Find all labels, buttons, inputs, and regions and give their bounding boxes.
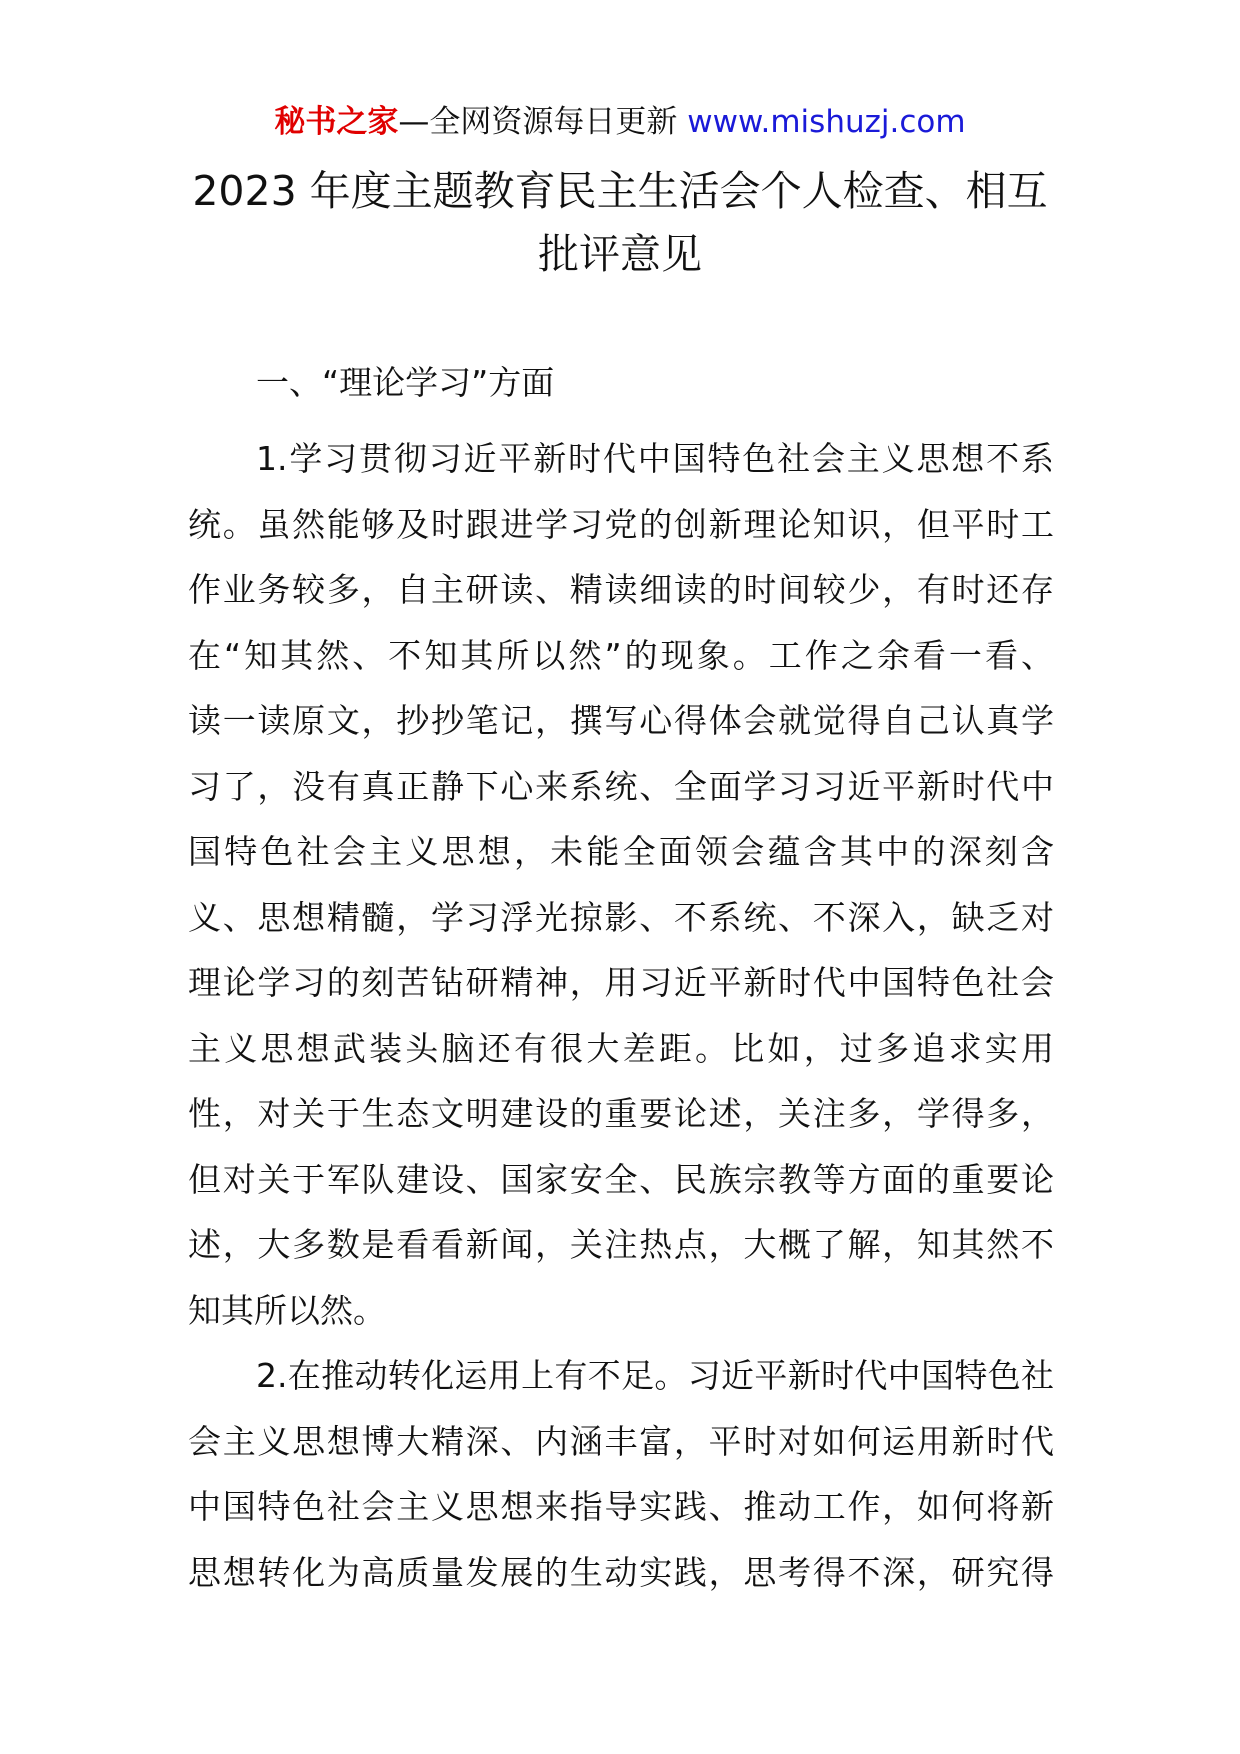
title-line-2: 批评意见 [538, 230, 702, 278]
section-heading: 一、“理论学习”方面 [256, 363, 555, 402]
header-tagline: —全网资源每日更新 [398, 104, 688, 140]
paragraph-line: 1.学习贯彻习近平新时代中国特色社会主义思想不系 [256, 439, 1054, 478]
paragraph-line: 义、思想精髓，学习浮光掠影、不系统、不深入，缺乏对 [188, 897, 1054, 937]
paragraph-line: 作业务较多，自主研读、精读细读的时间较少，有时还存 [188, 570, 1054, 609]
paragraph-1 [188, 426, 1054, 1343]
source-header [0, 100, 1240, 144]
paragraph-line: 2.在推动转化运用上有不足。习近平新时代中国特色社 [256, 1356, 1054, 1395]
paragraph-2 [188, 1343, 1054, 1605]
document-body [188, 360, 1054, 1605]
paragraph-line: 国特色社会主义思想，未能全面领会蕴含其中的深刻含 [188, 832, 1054, 871]
paragraph-line: 性，对关于生态文明建设的重要论述，关注多，学得多， [188, 1094, 1054, 1133]
paragraph-line: 但对关于军队建设、国家安全、民族宗教等方面的重要论 [188, 1159, 1054, 1199]
paragraph-line: 习了，没有真正静下心来系统、全面学习习近平新时代中 [188, 766, 1054, 806]
paragraph-line: 知其所以然。 [188, 1290, 386, 1330]
title-line-1: 2023 年度主题教育民主生活会个人检查、相互 [192, 167, 1048, 215]
brand-name: 秘书之家 [274, 104, 399, 140]
paragraph-line: 思想转化为高质量发展的生动实践，思考得不深，研究得 [188, 1552, 1054, 1592]
website-link[interactable]: www.mishuzj.com [687, 104, 966, 140]
document-title [180, 160, 1060, 286]
paragraph-line: 述，大多数是看看新闻，关注热点，大概了解，知其然不 [188, 1225, 1054, 1264]
paragraph-line: 中国特色社会主义思想来指导实践、推动工作，如何将新 [188, 1487, 1054, 1526]
paragraph-line: 理论学习的刻苦钻研精神，用习近平新时代中国特色社会 [188, 963, 1054, 1002]
paragraph-line: 读一读原文，抄抄笔记，撰写心得体会就觉得自己认真学 [188, 701, 1054, 740]
paragraph-line: 会主义思想博大精深、内涵丰富，平时对如何运用新时代 [188, 1421, 1054, 1461]
paragraph-line: 主义思想武装头脑还有很大差距。比如，过多追求实用 [188, 1028, 1054, 1068]
paragraph-line: 统。虽然能够及时跟进学习党的创新理论知识，但平时工 [188, 504, 1054, 544]
paragraph-line: 在“知其然、不知其所以然”的现象。工作之余看一看、 [188, 635, 1054, 675]
